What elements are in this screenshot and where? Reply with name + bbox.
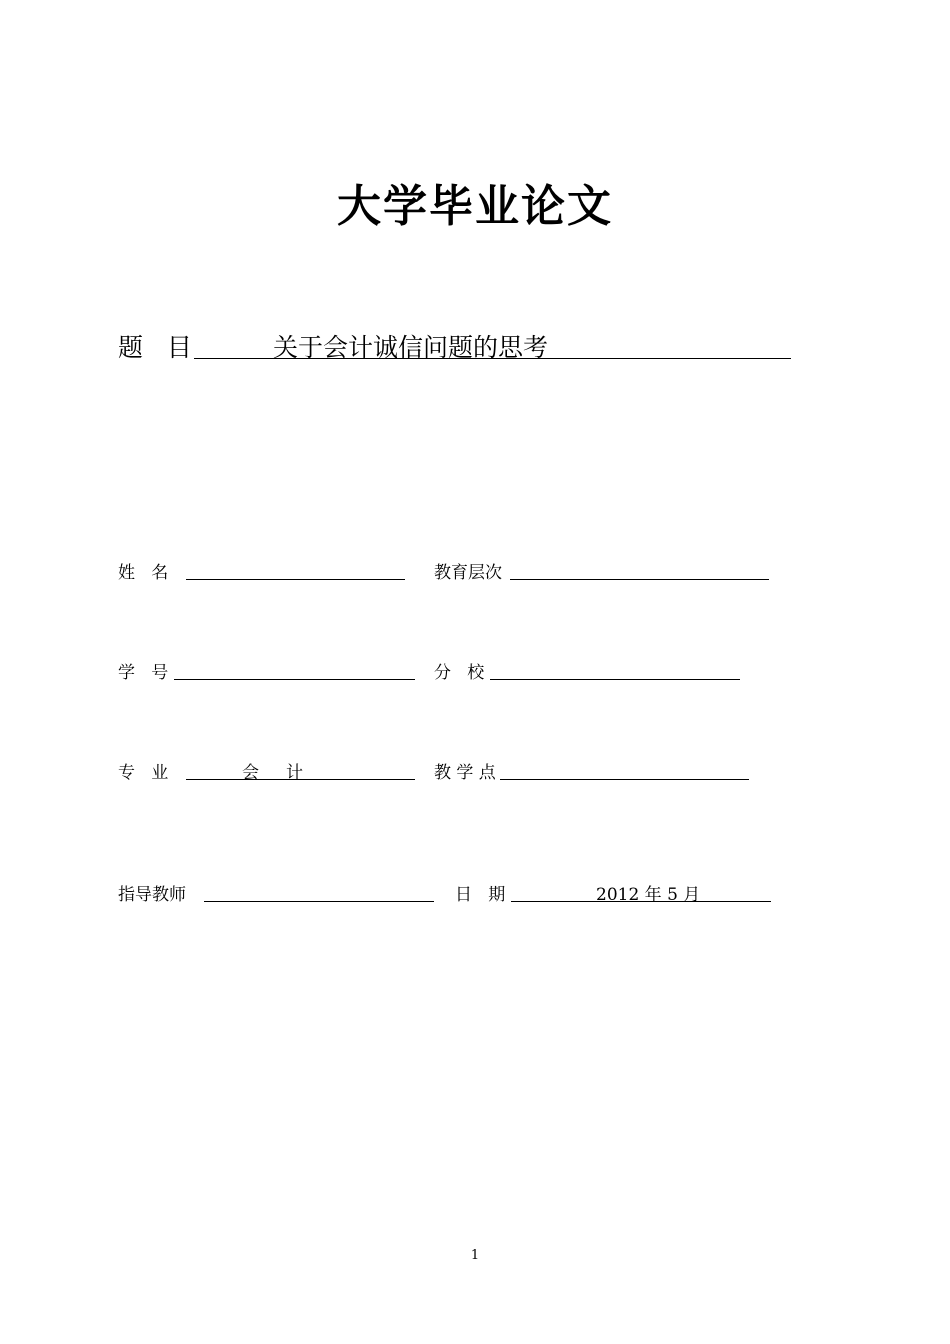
major-label: 专 业 bbox=[118, 763, 169, 783]
advisor-label: 指导教师 bbox=[118, 885, 186, 905]
education-level-label: 教育层次 bbox=[434, 563, 502, 583]
subject-value: 关于会计诚信问题的思考 bbox=[273, 333, 549, 362]
name-underline bbox=[186, 558, 405, 580]
name-field bbox=[118, 558, 408, 582]
education-level-underline bbox=[510, 558, 769, 580]
date-value: 2012 年 5 月 bbox=[596, 885, 701, 905]
date-label: 日 期 bbox=[455, 885, 506, 905]
student-id-field bbox=[118, 658, 418, 682]
subject-row bbox=[118, 328, 798, 364]
student-id-label: 学 号 bbox=[118, 663, 169, 683]
education-level-field bbox=[434, 558, 770, 582]
thesis-title: 大学毕业论文 bbox=[337, 181, 613, 232]
date-field bbox=[455, 880, 775, 904]
major-value: 会 计 bbox=[242, 763, 304, 783]
advisor-underline bbox=[204, 880, 434, 902]
teaching-point-underline bbox=[500, 758, 749, 780]
advisor-field bbox=[118, 880, 438, 904]
branch-school-underline bbox=[490, 658, 740, 680]
branch-school-label: 分 校 bbox=[434, 663, 485, 683]
teaching-point-label: 教 学 点 bbox=[434, 763, 496, 783]
teaching-point-field bbox=[434, 758, 754, 782]
subject-label: 题 目 bbox=[118, 333, 192, 362]
page-number: 1 bbox=[470, 1248, 480, 1263]
branch-school-field bbox=[434, 658, 744, 682]
major-field bbox=[118, 758, 418, 782]
name-label: 姓 名 bbox=[118, 563, 169, 583]
student-id-underline bbox=[174, 658, 415, 680]
